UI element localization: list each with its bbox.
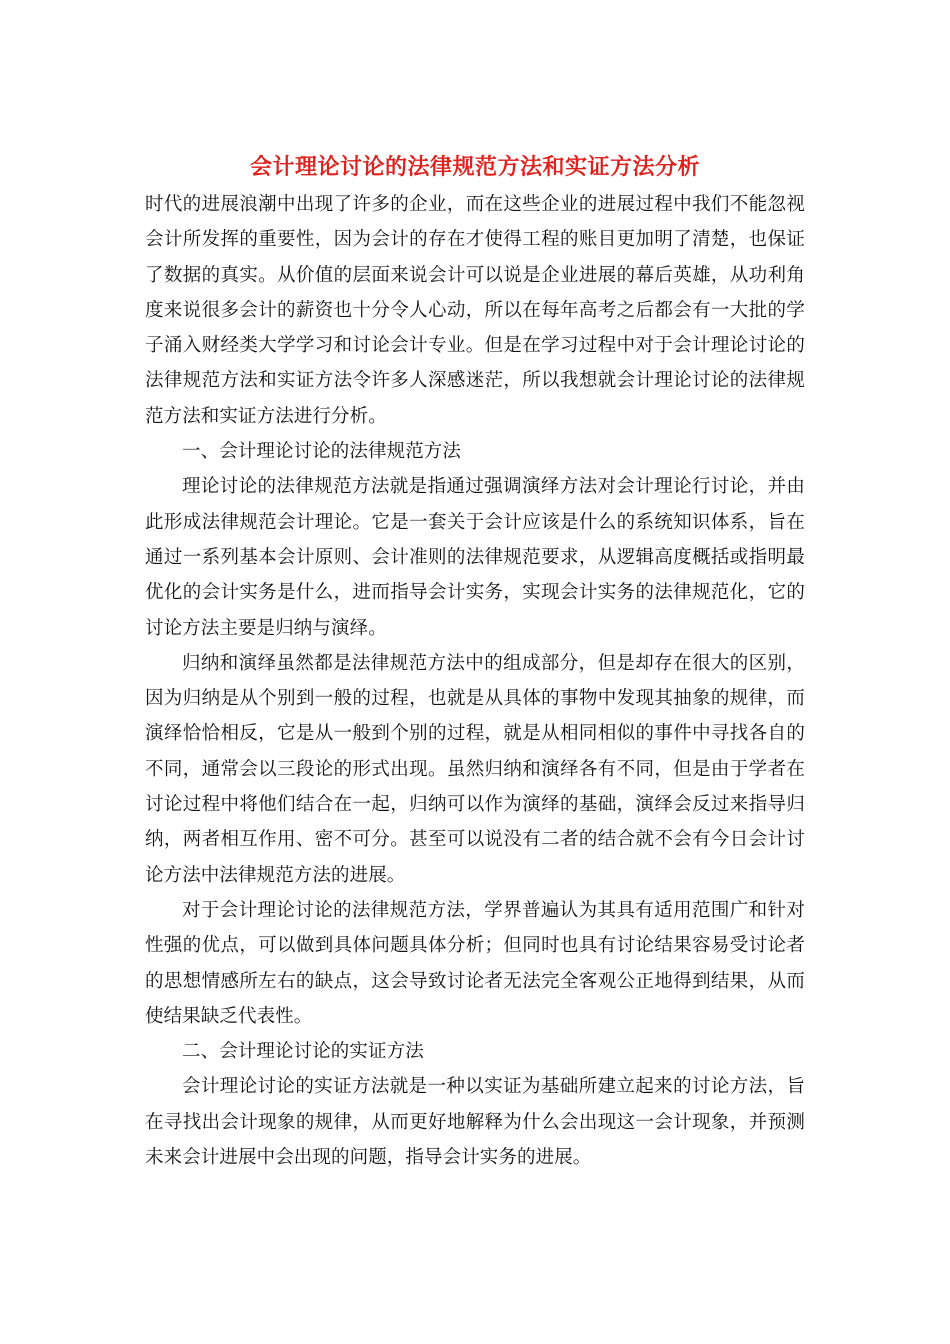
section-heading-2: 二、会计理论讨论的实证方法 — [182, 1041, 424, 1063]
body-paragraph: 对于会计理论讨论的法律规范方法，学界普遍认为其具有适用范围广和针对性强的优点，可以做到具体问题具体分析；但同时也具有讨论结果容易受讨论者的思想情感所左右的缺点，这会导致讨论者无法完全客观公正地得到结果，从而使结果缺乏代表性。 — [145, 899, 805, 1027]
document-title: 会计理论讨论的法律规范方法和实证方法分析 — [249, 154, 700, 180]
body-paragraph: 会计理论讨论的实证方法就是一种以实证为基础所建立起来的讨论方法，旨在寻找出会计现象的规律，从而更好地解释为什么会出现这一会计现象，并预测未来会计进展中会出现的问题，指导会计实务的进展。 — [145, 1076, 805, 1169]
body-paragraph: 理论讨论的法律规范方法就是指通过强调演绎方法对会计理论行讨论，并由此形成法律规范会计理论。它是一套关于会计应该是什么的系统知识体系，旨在通过一系列基本会计原则、会计准则的法律规范要求，从逻辑高度概括或指明最优化的会计实务是什么，进而指导会计实务，实现会计实务的法律规范化，它的讨论方法主要是归纳与演绎。 — [145, 476, 805, 639]
intro-paragraph: 时代的进展浪潮中出现了许多的企业，而在这些企业的进展过程中我们不能忽视会计所发挥的重要性，因为会计的存在才使得工程的账目更加明了清楚，也保证了数据的真实。从价值的层面来说会计可以说是企业进展的幕后英雄，从功利角度来说很多会计的薪资也十分令人心动，所以在每年高考之后都会有一大批的学子涌入财经类大学学习和讨论会计专业。但是在学习过程中对于会计理论讨论的法律规范方法和实证方法令许多人深感迷茫，所以我想就会计理论讨论的法律规范方法和实证方法进行分析。 — [145, 194, 805, 427]
body-paragraph: 归纳和演绎虽然都是法律规范方法中的组成部分，但是却存在很大的区别，因为归纳是从个别到一般的过程，也就是从具体的事物中发现其抽象的规律，而演绎恰恰相反，它是从一般到个别的过程，就是从相同相似的事件中寻找各自的不同，通常会以三段论的形式出现。虽然归纳和演绎各有不同，但是由于学者在讨论过程中将他们结合在一起，归纳可以作为演绎的基础，演绎会反过来指导归纳，两者相互作用、密不可分。甚至可以说没有二者的结合就不会有今日会计讨论方法中法律规范方法的进展。 — [145, 652, 805, 886]
section-heading-1: 一、会计理论讨论的法律规范方法 — [182, 441, 462, 463]
document-body — [145, 145, 805, 1175]
